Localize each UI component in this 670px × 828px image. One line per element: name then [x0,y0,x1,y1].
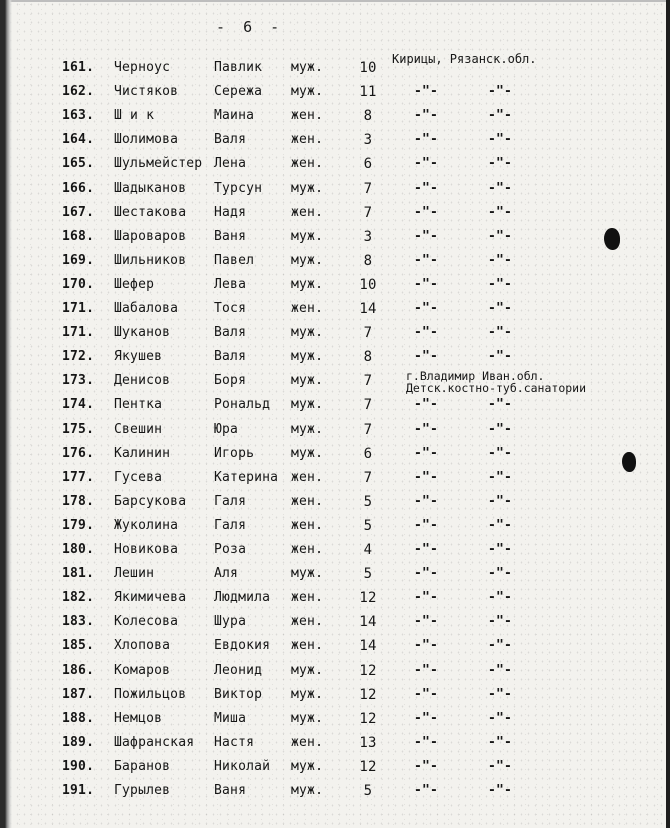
given-name: Валя [214,349,247,364]
ditto-mark: -"- [488,84,513,99]
given-name: Тося [214,301,247,316]
row-number: 182. [62,590,95,605]
ditto-mark: -"- [414,783,439,798]
age: 7 [363,181,373,197]
ditto-mark: -"- [414,277,439,292]
age: 7 [363,422,373,438]
age: 7 [363,325,373,341]
list-row [0,181,670,203]
note-line: г.Владимир Иван.обл. [406,369,545,383]
surname: Шадыканов [114,181,187,196]
sex: жен. [291,156,324,171]
row-number: 176. [62,446,95,461]
ink-blot [622,452,636,472]
ditto-mark: -"- [488,542,513,557]
row-number: 168. [62,229,95,244]
list-row [0,277,670,299]
ditto-mark: -"- [488,301,513,316]
surname: Пожильцов [114,687,187,702]
ditto-mark: -"- [414,518,439,533]
surname: Якимичева [114,590,187,605]
row-number: 164. [62,132,95,147]
row-number: 180. [62,542,95,557]
sex: жен. [291,301,324,316]
ditto-mark: -"- [488,229,513,244]
ditto-mark: -"- [414,397,439,412]
surname: Шефер [114,277,155,292]
age: 4 [363,542,373,558]
surname: Шабалова [114,301,179,316]
surname: Черноус [114,60,171,75]
ditto-mark: -"- [414,614,439,629]
ditto-mark: -"- [414,156,439,171]
ditto-mark: -"- [414,711,439,726]
given-name: Сережа [214,84,263,99]
sex: жен. [291,590,324,605]
given-name: Павел [214,253,255,268]
row-number: 173. [62,373,95,388]
list-row [0,373,670,395]
ditto-mark: -"- [488,735,513,750]
ditto-mark: -"- [488,277,513,292]
ditto-mark: -"- [414,590,439,605]
header-place: Кирицы, Рязанск.обл. [392,52,537,66]
list-row [0,542,670,564]
row-number: 161. [62,60,95,75]
list-row [0,687,670,709]
ditto-mark: -"- [414,325,439,340]
surname: Шароваров [114,229,187,244]
sex: муж. [291,783,324,798]
age: 14 [359,614,377,630]
age: 6 [363,446,373,462]
given-name: Миша [214,711,247,726]
ditto-mark: -"- [488,518,513,533]
list-row [0,638,670,660]
sex: муж. [291,349,324,364]
surname: Комаров [114,663,171,678]
sex: жен. [291,614,324,629]
surname: Пентка [114,397,163,412]
given-name: Ваня [214,229,247,244]
ditto-mark: -"- [414,253,439,268]
ditto-mark: -"- [488,590,513,605]
row-number: 186. [62,663,95,678]
row-number: 171. [62,301,95,316]
sex: жен. [291,735,324,750]
given-name: Надя [214,205,247,220]
ditto-mark: -"- [488,446,513,461]
given-name: Роза [214,542,247,557]
given-name: Маина [214,108,255,123]
ditto-mark: -"- [414,638,439,653]
given-name: Ваня [214,783,247,798]
sex: жен. [291,638,324,653]
ditto-mark: -"- [414,349,439,364]
age: 12 [359,590,377,606]
sex: муж. [291,446,324,461]
sex: муж. [291,277,324,292]
row-number: 162. [62,84,95,99]
sex: жен. [291,205,324,220]
surname: Шафранская [114,735,195,750]
age: 7 [363,470,373,486]
surname: Калинин [114,446,171,461]
row-number: 179. [62,518,95,533]
ditto-mark: -"- [414,759,439,774]
given-name: Катерина [214,470,279,485]
given-name: Людмила [214,590,271,605]
row-number: 178. [62,494,95,509]
ditto-mark: -"- [488,422,513,437]
ditto-mark: -"- [488,325,513,340]
sex: жен. [291,470,324,485]
list-row [0,84,670,106]
age: 8 [363,349,373,365]
list-row [0,253,670,275]
age: 5 [363,566,373,582]
list-row [0,518,670,540]
age: 14 [359,638,377,654]
sex: жен. [291,132,324,147]
row-number: 189. [62,735,95,750]
sex: жен. [291,542,324,557]
row-number: 187. [62,687,95,702]
ditto-mark: -"- [488,205,513,220]
sex: муж. [291,84,324,99]
row-number: 167. [62,205,95,220]
surname: Ш и к [114,108,155,123]
given-name: Турсун [214,181,263,196]
ditto-mark: -"- [488,181,513,196]
sex: муж. [291,181,324,196]
surname: Денисов [114,373,171,388]
surname: Шестакова [114,205,187,220]
surname: Немцов [114,711,163,726]
list-row [0,397,670,419]
ditto-mark: -"- [488,759,513,774]
age: 3 [363,132,373,148]
given-name: Юра [214,422,239,437]
ditto-mark: -"- [488,687,513,702]
surname: Гурылев [114,783,171,798]
age: 12 [359,663,377,679]
row-number: 190. [62,759,95,774]
list-row [0,759,670,781]
surname: Жуколина [114,518,179,533]
age: 5 [363,783,373,799]
row-number: 172. [62,349,95,364]
given-name: Валя [214,132,247,147]
given-name: Шура [214,614,247,629]
ditto-mark: -"- [414,470,439,485]
given-name: Рональд [214,397,271,412]
ditto-mark: -"- [488,132,513,147]
age: 13 [359,735,377,751]
surname: Лешин [114,566,155,581]
list-row [0,590,670,612]
sex: жен. [291,494,324,509]
list-row [0,229,670,251]
surname: Гусева [114,470,163,485]
given-name: Леонид [214,663,263,678]
surname: Хлопова [114,638,171,653]
list-row [0,494,670,516]
list-row [0,614,670,636]
list-row [0,566,670,588]
age: 14 [359,301,377,317]
ditto-mark: -"- [414,663,439,678]
ditto-mark: -"- [488,253,513,268]
given-name: Аля [214,566,239,581]
ditto-mark: -"- [414,132,439,147]
ditto-mark: -"- [488,397,513,412]
ditto-mark: -"- [414,301,439,316]
surname: Якушев [114,349,163,364]
sex: муж. [291,759,324,774]
surname: Шолимова [114,132,179,147]
given-name: Виктор [214,687,263,702]
list-row [0,205,670,227]
list-row [0,422,670,444]
ditto-mark: -"- [488,494,513,509]
ditto-mark: -"- [414,422,439,437]
given-name: Павлик [214,60,263,75]
age: 5 [363,518,373,534]
list-row [0,735,670,757]
row-number: 188. [62,711,95,726]
ditto-mark: -"- [414,542,439,557]
given-name: Галя [214,518,247,533]
given-name: Лева [214,277,247,292]
surname: Шильников [114,253,187,268]
age: 7 [363,205,373,221]
surname: Чистяков [114,84,179,99]
sex: муж. [291,663,324,678]
row-number: 191. [62,783,95,798]
ditto-mark: -"- [488,663,513,678]
list-row [0,60,670,82]
ditto-mark: -"- [414,446,439,461]
age: 12 [359,711,377,727]
given-name: Игорь [214,446,255,461]
list-row [0,349,670,371]
age: 10 [359,60,377,76]
row-number: 163. [62,108,95,123]
given-name: Лена [214,156,247,171]
sex: муж. [291,687,324,702]
sex: жен. [291,518,324,533]
age: 7 [363,373,373,389]
surname: Шульмейстер [114,156,203,171]
given-name: Боря [214,373,247,388]
list-row [0,663,670,685]
row-number: 175. [62,422,95,437]
ink-blot [604,228,620,250]
given-name: Настя [214,735,255,750]
age: 11 [359,84,377,100]
row-number: 169. [62,253,95,268]
sex: муж. [291,60,324,75]
age: 7 [363,397,373,413]
list-row [0,301,670,323]
given-name: Николай [214,759,271,774]
ditto-mark: -"- [414,566,439,581]
given-name: Галя [214,494,247,509]
ditto-mark: -"- [414,494,439,509]
ditto-mark: -"- [488,156,513,171]
list-row [0,783,670,805]
ditto-mark: -"- [414,181,439,196]
surname: Новикова [114,542,179,557]
sex: муж. [291,325,324,340]
sex: муж. [291,566,324,581]
row-number: 183. [62,614,95,629]
row-number: 171. [62,325,95,340]
age: 8 [363,108,373,124]
sex: муж. [291,373,324,388]
ditto-mark: -"- [414,84,439,99]
sex: жен. [291,108,324,123]
row-number: 174. [62,397,95,412]
list-row [0,470,670,492]
list-row [0,156,670,178]
sex: муж. [291,397,324,412]
age: 12 [359,687,377,703]
sex: муж. [291,253,324,268]
age: 5 [363,494,373,510]
scan-top-edge [0,0,670,2]
ditto-mark: -"- [488,614,513,629]
note-line: Детск.костно-туб.санатории [406,381,587,395]
age: 10 [359,277,377,293]
surname: Колесова [114,614,179,629]
ditto-mark: -"- [488,108,513,123]
surname: Баранов [114,759,171,774]
list-row [0,446,670,468]
age: 3 [363,229,373,245]
row-number: 181. [62,566,95,581]
surname: Барсукова [114,494,187,509]
row-number: 177. [62,470,95,485]
age: 12 [359,759,377,775]
ditto-mark: -"- [488,566,513,581]
ditto-mark: -"- [488,638,513,653]
given-name: Евдокия [214,638,271,653]
row-number: 170. [62,277,95,292]
sex: муж. [291,422,324,437]
age: 8 [363,253,373,269]
ditto-mark: -"- [414,687,439,702]
ditto-mark: -"- [414,735,439,750]
list-row [0,132,670,154]
ditto-mark: -"- [488,783,513,798]
row-number: 166. [62,181,95,196]
page-number: - 6 - [216,18,280,36]
given-name: Валя [214,325,247,340]
ditto-mark: -"- [488,711,513,726]
sex: муж. [291,229,324,244]
age: 6 [363,156,373,172]
surname: Свешин [114,422,163,437]
row-number: 185. [62,638,95,653]
ditto-mark: -"- [414,108,439,123]
list-row [0,108,670,130]
sex: муж. [291,711,324,726]
ditto-mark: -"- [488,349,513,364]
ditto-mark: -"- [414,229,439,244]
list-row [0,711,670,733]
ditto-mark: -"- [414,205,439,220]
ditto-mark: -"- [488,470,513,485]
surname: Шуканов [114,325,171,340]
list-row [0,325,670,347]
row-number: 165. [62,156,95,171]
